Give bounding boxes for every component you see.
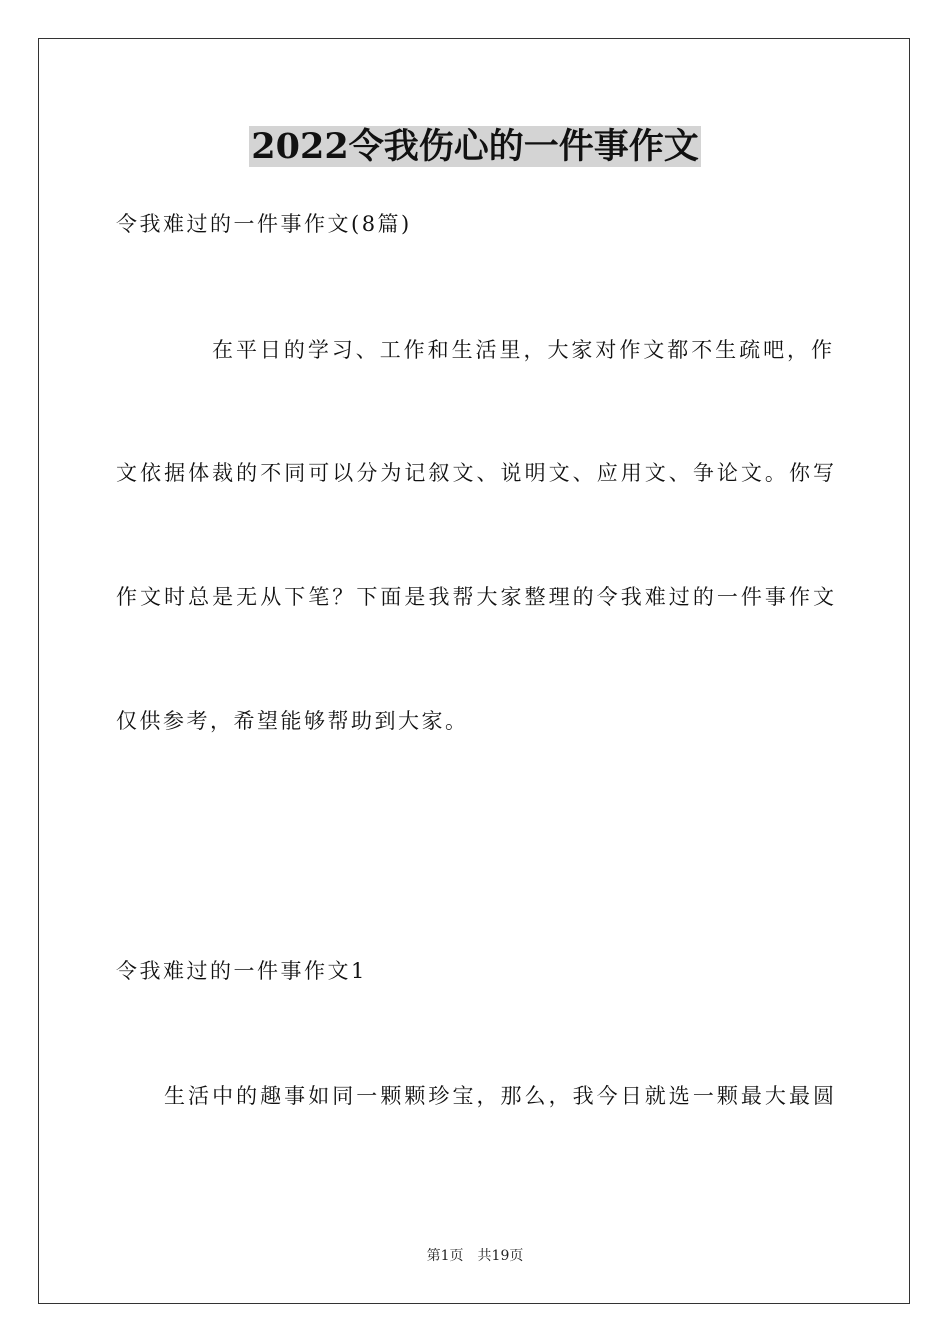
document-title	[0, 122, 950, 172]
intro-line-4: 仅供参考，希望能够帮助到大家。	[116, 709, 469, 733]
intro-line-1: 在平日的学习、工作和生活里，大家对作文都不生疏吧，作	[212, 338, 832, 362]
intro-line-2: 文依据体裁的不同可以分为记叙文、说明文、应用文、争论文。你写	[116, 461, 834, 485]
page-number: 第1页	[426, 1248, 464, 1264]
document-subtitle: 令我难过的一件事作文(8篇)	[116, 212, 412, 236]
page-total: 共19页	[477, 1248, 524, 1264]
section-first-line: 生活中的趣事如同一颗颗珍宝，那么，我今日就选一颗最大最圆	[164, 1084, 834, 1108]
section-heading: 令我难过的一件事作文1	[116, 959, 367, 983]
intro-line-3: 作文时总是无从下笔？下面是我帮大家整理的令我难过的一件事作文	[116, 585, 834, 609]
page-footer	[0, 1246, 950, 1266]
document-title-text: 2022令我伤心的一件事作文	[251, 126, 699, 167]
